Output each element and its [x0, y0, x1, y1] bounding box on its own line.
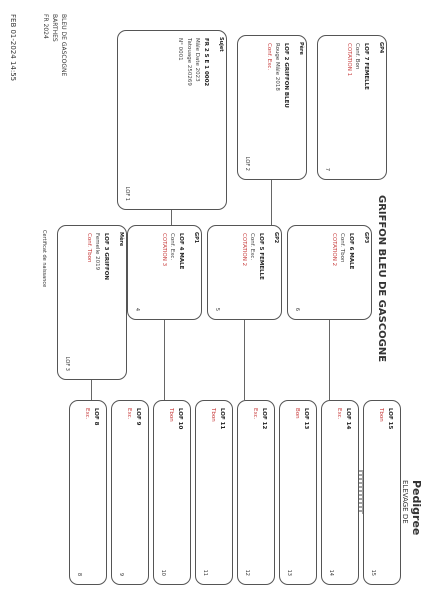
great-grandparent-card-8	[363, 400, 401, 585]
ggp-ref: 13	[286, 569, 292, 576]
grandparent-tag: GP1	[193, 232, 199, 244]
grandparent-ref: 4	[134, 307, 140, 311]
grandparent-tag: GP3	[363, 232, 369, 244]
ggp-line: Exc.	[336, 408, 343, 420]
ggp-ref: 12	[244, 569, 250, 576]
subject-card	[117, 30, 227, 210]
ggp-line: LOF 10	[177, 408, 183, 430]
grandparent-line: LOF 4 MALE	[178, 233, 184, 270]
grandparent-line: Conf. Exc.	[169, 233, 176, 261]
ggp-line: LOF 11	[219, 408, 225, 430]
grandparent-ref: 5	[214, 307, 220, 311]
great-grandparent-card-4	[195, 400, 233, 585]
grandparent-card-4	[317, 35, 387, 180]
breed-title: GRIFFON BLEU DE GASCOGNE	[376, 195, 387, 363]
ggp-ref: 11	[202, 569, 208, 576]
father-tag: Père	[298, 42, 304, 55]
grandparent-line: COTATION 2	[330, 233, 337, 267]
grandparent-line: Conf. Tbon	[339, 233, 346, 263]
grandparent-line: COTATION 3	[160, 233, 167, 267]
connector-line	[171, 210, 172, 225]
great-grandparent-card-2	[111, 400, 149, 585]
great-grandparent-card-6	[279, 400, 317, 585]
great-grandparent-card-7	[321, 400, 359, 585]
connector-line	[329, 320, 330, 400]
subject-line: Mâle Date 2023	[194, 38, 201, 82]
side-line-2: BARTHES	[51, 14, 58, 42]
ggp-line: Exc.	[252, 408, 259, 420]
ggp-line: Tbon	[168, 408, 175, 422]
ggp-line: LOF 8	[93, 408, 99, 426]
great-grandparent-card-5	[237, 400, 275, 585]
grandparent-tag: GP2	[273, 232, 279, 244]
connector-line	[91, 380, 92, 400]
mother-line: LOF 3 GRIFFON	[103, 233, 109, 280]
great-grandparent-card-1	[69, 400, 107, 585]
owner-line-1: ELEVAGE DE	[401, 480, 409, 524]
subject-line: Tatouage 250269	[185, 38, 192, 86]
subject-line: FR 2 S E 1 0002	[203, 38, 209, 87]
grandparent-line: LOF 6 MALE	[348, 233, 354, 270]
father-card	[237, 35, 307, 180]
mother-card	[57, 225, 127, 380]
grandparent-line: Conf. Exc.	[249, 233, 256, 261]
ggp-line: LOF 15	[387, 408, 393, 430]
mother-line: Femelle 2019	[94, 233, 101, 271]
side-line-1: BLEU DE GASCOGNE	[60, 14, 67, 77]
great-grandparent-card-3	[153, 400, 191, 585]
print-stamp: FEB 01-2024 14:55	[9, 14, 17, 82]
father-line: LOF 2 GRIFFON BLEU	[283, 43, 289, 108]
brand-title: Pedigree	[410, 480, 423, 536]
ggp-ref: 14	[328, 569, 334, 576]
grandparent-ref: 7	[324, 167, 330, 171]
side-line-3: FR 2024	[42, 14, 49, 39]
ggp-line: LOF 13	[303, 408, 309, 430]
subject-tag: Sujet	[218, 37, 224, 52]
grandparent-card-2	[207, 225, 282, 320]
ggp-ref: 15	[370, 569, 376, 576]
connector-line	[271, 180, 272, 225]
footer-note: Certificat de naissance	[41, 230, 47, 288]
grandparent-line: Conf. Bon	[354, 43, 361, 70]
connector-line	[164, 320, 165, 400]
subject-ref: LOF 1	[124, 186, 130, 201]
connector-line	[244, 320, 245, 400]
ggp-line: Tbon	[378, 408, 385, 422]
ggp-line: LOF 12	[261, 408, 267, 430]
grandparent-line: LOF 7 FEMELLE	[363, 43, 369, 90]
grandparent-line: COTATION 1	[345, 43, 352, 77]
ggp-line: Bon	[294, 408, 301, 419]
mother-tag: Mère	[118, 232, 124, 247]
grandparent-tag: GP4	[378, 42, 384, 54]
ggp-line: LOF 9	[135, 408, 141, 426]
father-line: Rouge Mâle 2018	[274, 43, 281, 91]
father-line: Conf. Exc.	[265, 43, 272, 71]
subject-line: N° 0001	[177, 38, 184, 61]
grandparent-card-1	[127, 225, 202, 320]
mother-line: Conf. Tbon	[85, 233, 92, 263]
ggp-ref: 9	[118, 572, 124, 576]
ggp-line: Exc.	[84, 408, 91, 420]
grandparent-card-3	[287, 225, 372, 320]
grandparent-line: COTATION 2	[240, 233, 247, 267]
grandparent-line: LOF 5 FEMELLE	[258, 233, 264, 280]
grandparent-ref: 6	[294, 307, 300, 311]
father-ref: LOF 2	[244, 156, 250, 171]
ggp-line: Tbon	[210, 408, 217, 422]
ggp-ref: 10	[160, 569, 166, 576]
ggp-line: Exc.	[126, 408, 133, 420]
ggp-line: LOF 14	[345, 408, 351, 430]
ggp-ref: 8	[76, 572, 82, 576]
mother-ref: LOF 3	[64, 356, 70, 371]
